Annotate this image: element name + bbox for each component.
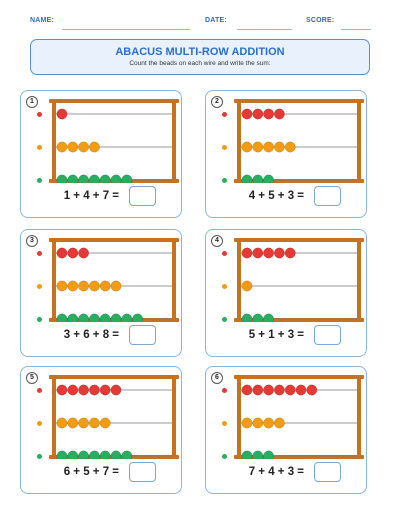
abacus-bead [242, 142, 252, 152]
abacus-bead [89, 175, 99, 183]
abacus-top-bar [49, 375, 179, 379]
abacus-bead [68, 314, 78, 322]
row-color-dot [222, 284, 227, 289]
abacus-bead [78, 175, 88, 183]
abacus-bead [57, 314, 67, 322]
abacus-bead [89, 142, 99, 152]
abacus-bead [263, 142, 273, 152]
abacus-left-post [52, 99, 56, 183]
abacus-left-post [52, 375, 56, 459]
problem-number: 1 [26, 96, 38, 108]
abacus-bead [253, 418, 263, 428]
abacus-bead [242, 109, 252, 119]
abacus-bead [57, 109, 67, 119]
answer-box[interactable] [314, 462, 341, 482]
row-color-dot [222, 178, 227, 183]
score-line[interactable] [341, 29, 371, 30]
abacus-bead [57, 281, 67, 291]
abacus [49, 99, 179, 183]
abacus-bead [78, 314, 88, 322]
abacus-top-bar [234, 375, 364, 379]
abacus-bead [253, 451, 263, 459]
instructions-banner [30, 39, 370, 75]
abacus-bead [122, 314, 132, 322]
equation-text: 5 + 1 + 3 = [248, 329, 304, 341]
abacus-bead [57, 385, 67, 395]
answer-box[interactable] [314, 325, 341, 345]
row-color-dot [37, 251, 42, 256]
abacus-bead [274, 142, 284, 152]
abacus-bead [274, 418, 284, 428]
equation-text: 6 + 5 + 7 = [63, 466, 119, 478]
date-line[interactable] [237, 29, 292, 30]
abacus-bead [68, 451, 78, 459]
abacus-bead [263, 451, 273, 459]
abacus-bead [57, 248, 67, 258]
abacus-bead [68, 418, 78, 428]
problem-card [205, 229, 367, 357]
row-color-dot [37, 454, 42, 459]
abacus-bead [111, 314, 121, 322]
abacus-bead [285, 248, 295, 258]
abacus-bead [111, 281, 121, 291]
row-color-dot [222, 454, 227, 459]
abacus-bead [78, 385, 88, 395]
abacus-bead [89, 314, 99, 322]
abacus-top-bar [49, 238, 179, 242]
row-color-dot [37, 284, 42, 289]
abacus-bead [242, 385, 252, 395]
abacus-left-post [237, 238, 241, 322]
abacus-bead [274, 109, 284, 119]
row-color-dot [222, 388, 227, 393]
problem-number: 4 [211, 235, 223, 247]
abacus-left-post [237, 99, 241, 183]
row-color-dot [222, 112, 227, 117]
abacus-bead [68, 281, 78, 291]
abacus [49, 375, 179, 459]
abacus-bead [263, 385, 273, 395]
abacus-bead [68, 385, 78, 395]
abacus-right-post [172, 375, 176, 459]
row-color-dot [222, 317, 227, 322]
problem-card [205, 90, 367, 218]
problem-number: 6 [211, 372, 223, 384]
abacus-bead [57, 451, 67, 459]
abacus-bead [285, 385, 295, 395]
abacus-right-post [172, 99, 176, 183]
row-color-dot [37, 178, 42, 183]
answer-box[interactable] [129, 325, 156, 345]
abacus-bead [89, 418, 99, 428]
abacus-bead [242, 314, 252, 322]
abacus-bead [307, 385, 317, 395]
worksheet-title: ABACUS MULTI-ROW ADDITION [115, 46, 285, 58]
abacus-bead [253, 142, 263, 152]
abacus-top-bar [234, 238, 364, 242]
abacus-bead [100, 451, 110, 459]
abacus-bead [57, 418, 67, 428]
problem-card [20, 366, 182, 494]
name-line[interactable] [62, 29, 190, 30]
abacus-right-post [172, 238, 176, 322]
equation-text: 4 + 5 + 3 = [248, 190, 304, 202]
row-color-dot [222, 421, 227, 426]
abacus-bead [78, 451, 88, 459]
worksheet-subtitle: Count the beads on each wire and write the sum: [129, 60, 271, 67]
equation-text: 7 + 4 + 3 = [248, 466, 304, 478]
abacus-bead [100, 385, 110, 395]
abacus-bead [263, 314, 273, 322]
abacus-bead [132, 314, 142, 322]
abacus-bead [242, 418, 252, 428]
abacus-bead [111, 175, 121, 183]
abacus-bead [253, 385, 263, 395]
abacus-bead [274, 385, 284, 395]
abacus [234, 375, 364, 459]
equation-text: 1 + 4 + 7 = [63, 190, 119, 202]
abacus-bead [78, 142, 88, 152]
abacus-bead [122, 175, 132, 183]
abacus-bead [100, 175, 110, 183]
abacus-right-post [357, 99, 361, 183]
name-label: NAME: [30, 17, 54, 24]
abacus [49, 238, 179, 322]
abacus-left-post [52, 238, 56, 322]
abacus-bead [242, 175, 252, 183]
abacus-top-bar [49, 99, 179, 103]
abacus-bead [263, 248, 273, 258]
row-color-dot [37, 421, 42, 426]
abacus-top-bar [234, 99, 364, 103]
answer-box[interactable] [314, 186, 341, 206]
row-color-dot [37, 145, 42, 150]
abacus-bead [100, 314, 110, 322]
abacus-right-post [357, 375, 361, 459]
problem-number: 5 [26, 372, 38, 384]
abacus [234, 99, 364, 183]
abacus-bead [242, 451, 252, 459]
abacus-bead [100, 281, 110, 291]
abacus-left-post [237, 375, 241, 459]
abacus-bead [78, 418, 88, 428]
score-label: SCORE: [306, 17, 335, 24]
problem-number: 2 [211, 96, 223, 108]
abacus-bead [122, 451, 132, 459]
row-color-dot [222, 251, 227, 256]
abacus-bead [242, 281, 252, 291]
answer-box[interactable] [129, 462, 156, 482]
problem-number: 3 [26, 235, 38, 247]
abacus-bead [57, 175, 67, 183]
problem-card [20, 229, 182, 357]
date-label: DATE: [205, 17, 227, 24]
row-color-dot [222, 145, 227, 150]
abacus-bead [78, 281, 88, 291]
abacus-bead [111, 451, 121, 459]
abacus-bead [263, 175, 273, 183]
abacus-bead [253, 109, 263, 119]
abacus-bead [78, 248, 88, 258]
abacus-bead [253, 175, 263, 183]
row-color-dot [37, 317, 42, 322]
abacus-bead [253, 248, 263, 258]
abacus-bead [89, 385, 99, 395]
abacus-bead [274, 248, 284, 258]
abacus-bead [296, 385, 306, 395]
abacus-bead [285, 142, 295, 152]
row-color-dot [37, 112, 42, 117]
row-color-dot [37, 388, 42, 393]
abacus-bead [57, 142, 67, 152]
problem-card [20, 90, 182, 218]
abacus-bead [263, 109, 273, 119]
abacus-right-post [357, 238, 361, 322]
abacus-bead [89, 451, 99, 459]
problem-card [205, 366, 367, 494]
equation-text: 3 + 6 + 8 = [63, 329, 119, 341]
abacus [234, 238, 364, 322]
abacus-bead [111, 385, 121, 395]
abacus-bead [68, 248, 78, 258]
abacus-bead [253, 314, 263, 322]
abacus-bead [242, 248, 252, 258]
abacus-bead [89, 281, 99, 291]
abacus-bead [68, 175, 78, 183]
abacus-bead [68, 142, 78, 152]
answer-box[interactable] [129, 186, 156, 206]
abacus-bead [100, 418, 110, 428]
abacus-bead [263, 418, 273, 428]
